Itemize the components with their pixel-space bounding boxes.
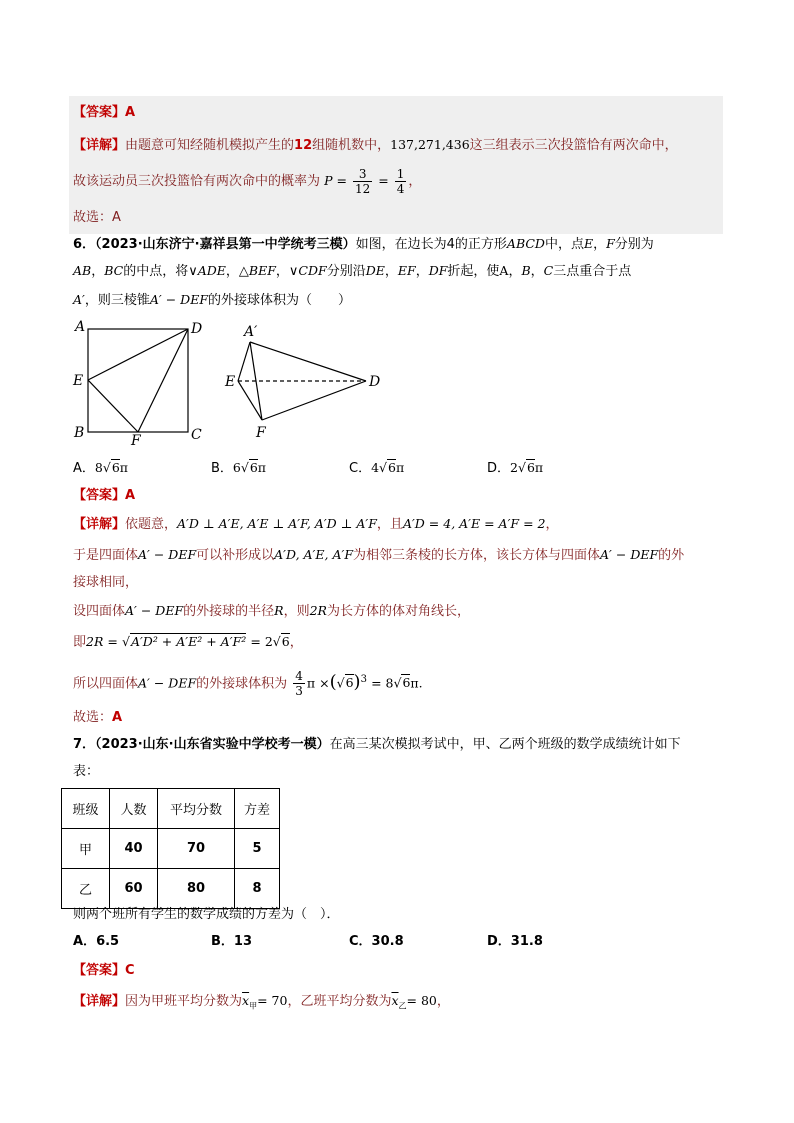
segment-ed	[88, 329, 188, 380]
answer-line-q7: 【答案】C	[73, 963, 135, 978]
answer-line-q6: 【答案】A	[73, 488, 136, 503]
conclusion-q6: 故选：A	[73, 710, 123, 725]
option-6-d[interactable]: D．2√6π	[487, 460, 544, 476]
tetrahedron-figure	[222, 320, 392, 445]
detail-q6-6: 所以四面体A′ − DEF的外接球体积为 $\frac{4}{3}$ $\pi \times(√6)^3 = 8√6\pi$.	[73, 669, 423, 699]
option-7-d[interactable]: D．31.8	[487, 934, 543, 949]
detail-q7-1: 【详解】因为甲班平均分数为$\overline{x}_甲= 70$，乙班平均分数为$\overline{x}_乙= 80$，	[73, 993, 450, 1011]
table-cell: 40	[110, 829, 158, 869]
table-header: 平均分数	[158, 789, 235, 829]
option-7-b[interactable]: B．13	[211, 934, 253, 949]
edge-ae	[238, 342, 250, 381]
table-header: 人数	[110, 789, 158, 829]
table-cell: 8	[235, 869, 280, 909]
question-6-line-1: 6．（2023·山东济宁·嘉祥县第一中学统考三模）如图，在边长为4的正方形ABCD中，点E，F分别为	[73, 236, 654, 252]
table-header: 方差	[235, 789, 280, 829]
question-7-line-3: 则两个班所有学生的数学成绩的方差为（ ）．	[73, 907, 340, 922]
fraction-1-4: $\frac{1}{4}$	[396, 167, 405, 196]
option-6-b[interactable]: B．6√6π	[211, 460, 267, 476]
detail-line-q5-2: 故该运动员三次投篮恰有两次命中的概率为 P = $\frac{3}{12}$ = $\frac{1}{4}$ ，	[73, 167, 422, 196]
table-cell: 5	[235, 829, 280, 869]
label-b: B	[74, 425, 85, 441]
label-a-prime: A′	[244, 324, 258, 340]
option-6-a[interactable]: A．8√6π	[73, 460, 128, 476]
square-outline	[88, 329, 188, 432]
question-6-line-3: A′，则三棱锥A′ − DEF的外接球体积为（ ）	[73, 292, 352, 308]
table-cell: 乙	[62, 869, 110, 909]
question-7-line-1: 7．（2023·山东·山东省实验中学校考一模）在高三某次模拟考试中，甲、乙两个班级的数学成绩统计如下	[73, 737, 681, 752]
label-f: F	[131, 433, 141, 447]
edge-ad	[250, 342, 366, 381]
conclusion-q5: 故选：A	[73, 210, 121, 225]
edge-fd	[262, 381, 366, 420]
table-cell: 80	[158, 869, 235, 909]
label-a: A	[75, 319, 86, 335]
detail-q6-2: 于是四面体A′ − DEF可以补形成以A′D, A′E, A′F为相邻三条棱的长方体，该长方体与四面体A′ − DEF的外	[73, 547, 685, 563]
table-header: 班级	[62, 789, 110, 829]
answer-panel-q5	[69, 96, 723, 234]
label-c: C	[191, 427, 202, 443]
question-6-line-2: AB，BC的中点，将∨ADE，△BEF，∨CDF分别沿DE，EF，DF折起，使A，B，C三点重合于点	[73, 263, 632, 279]
table-cell: 70	[158, 829, 235, 869]
score-table	[61, 788, 280, 909]
option-6-c[interactable]: C．4√6π	[349, 460, 405, 476]
label-e: E	[73, 373, 84, 389]
detail-q6-3: 接球相同，	[73, 575, 139, 590]
detail-q6-4: 设四面体A′ − DEF的外接球的半径R，则2R为长方体的体对角线长，	[73, 603, 470, 619]
table-row	[62, 829, 280, 869]
table-cell: 60	[110, 869, 158, 909]
fraction-3-12: $\frac{3}{12}$	[355, 167, 371, 196]
label-e2: E	[225, 374, 236, 390]
question-7-line-2: 表：	[73, 764, 100, 779]
fraction-4-3: $\frac{4}{3}$	[295, 669, 303, 699]
table-header-row	[62, 789, 280, 829]
table-cell: 甲	[62, 829, 110, 869]
square-figure	[60, 312, 220, 447]
table-row	[62, 869, 280, 909]
option-7-c[interactable]: C．30.8	[349, 934, 404, 949]
answer-line-q5: 【答案】A	[73, 105, 136, 120]
label-f2: F	[256, 425, 266, 441]
segment-ef	[88, 380, 138, 432]
option-7-a[interactable]: A．6.5	[73, 934, 120, 949]
label-d2: D	[369, 374, 381, 390]
detail-q6-1: 【详解】依题意，A′D ⊥ A′E, A′E ⊥ A′F, A′D ⊥ A′F，且A′D = 4, A′E = A′F = 2，	[73, 516, 559, 532]
segment-fd	[138, 329, 188, 432]
detail-line-q5-1: 【详解】由题意可知经随机模拟产生的12组随机数中，137,271,436这三组表示三次投篮恰有两次命中，	[73, 137, 678, 153]
label-d: D	[191, 321, 203, 337]
detail-q6-5: 即2R = √A′D² + A′E² + A′F² = 2√6，	[73, 634, 303, 650]
